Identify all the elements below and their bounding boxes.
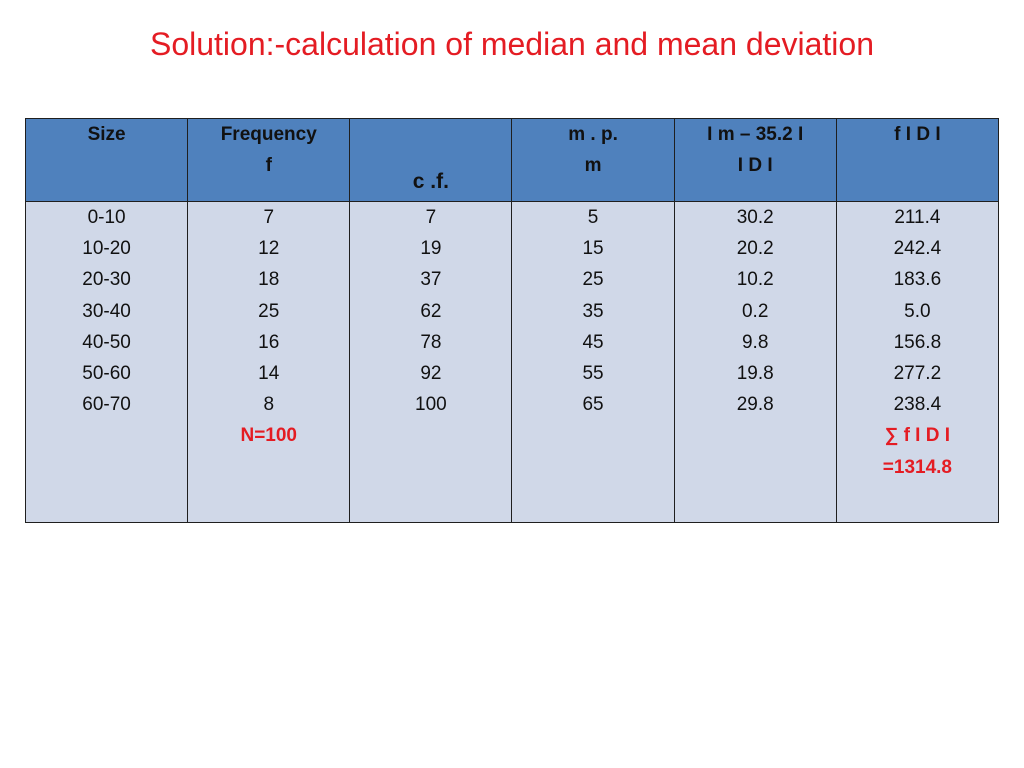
header-cf: [350, 119, 512, 202]
size-cell: 20-30: [82, 269, 131, 291]
cf-cell: 19: [420, 238, 442, 260]
mp-cell: 45: [582, 331, 604, 353]
header-cf-label: c .f.: [412, 170, 449, 193]
mp-cell: 35: [582, 300, 604, 322]
f-abs-dev-column: [836, 202, 998, 523]
size-cell: 0-10: [87, 207, 126, 228]
header-f-abs-dev-label: f I D I: [894, 124, 941, 145]
page-title: Solution:-calculation of median and mean deviation: [149, 26, 874, 62]
header-frequency-symbol: f: [265, 155, 272, 176]
f-abs-dev-cell: 5.0: [904, 300, 931, 322]
abs-dev-cell: 20.2: [736, 238, 774, 260]
frequency-column: [188, 202, 350, 523]
frequency-cell: 16: [258, 331, 280, 353]
frequency-cell: 14: [258, 363, 280, 385]
abs-dev-cell: 9.8: [741, 331, 769, 353]
table-header-row: [26, 119, 999, 202]
size-column: [26, 202, 188, 523]
mp-cell: 65: [582, 394, 604, 416]
f-abs-dev-cell: 242.4: [893, 238, 942, 260]
cf-cell: 37: [420, 269, 442, 291]
abs-dev-cell: 30.2: [736, 207, 774, 228]
cf-cell: 92: [420, 363, 442, 385]
frequency-cell: 18: [258, 269, 280, 291]
abs-dev-cell: 10.2: [736, 269, 774, 291]
frequency-cell: 12: [258, 238, 280, 260]
header-abs-dev-symbol: I D I: [737, 155, 773, 176]
cf-column: [350, 202, 512, 523]
f-abs-dev-total-label: ∑ f I D I: [884, 425, 951, 447]
cf-cell: 7: [425, 207, 437, 228]
f-abs-dev-total-value: =1314.8: [882, 456, 952, 478]
f-abs-dev-cell: 211.4: [894, 207, 941, 228]
header-abs-dev-label: I m – 35.2 I: [707, 124, 804, 145]
header-mp-symbol: m: [584, 155, 602, 176]
header-size-label: Size: [87, 124, 126, 145]
size-cell: 40-50: [82, 331, 131, 353]
mp-cell: 15: [582, 238, 604, 260]
header-abs-dev: [674, 119, 836, 202]
frequency-cell: 7: [263, 207, 275, 228]
header-mp: [512, 119, 674, 202]
header-f-abs-dev: [836, 119, 998, 202]
f-abs-dev-cell: 277.2: [893, 363, 942, 385]
size-cell: 50-60: [82, 363, 131, 385]
abs-dev-column: [674, 202, 836, 523]
table-body-row: [26, 202, 999, 523]
header-size: [26, 119, 188, 202]
frequency-total: N=100: [240, 425, 297, 447]
abs-dev-cell: 0.2: [741, 300, 769, 322]
header-frequency: [188, 119, 350, 202]
cf-cell: 100: [415, 394, 447, 416]
header-frequency-label: Frequency: [220, 124, 317, 145]
cf-cell: 62: [420, 300, 442, 322]
f-abs-dev-cell: 156.8: [893, 331, 942, 353]
abs-dev-cell: 19.8: [736, 363, 774, 385]
mp-cell: 25: [582, 269, 604, 291]
calculation-table: [25, 118, 999, 523]
f-abs-dev-cell: 183.6: [893, 269, 942, 291]
f-abs-dev-cell: 238.4: [893, 394, 942, 416]
size-cell: 30-40: [82, 300, 131, 322]
frequency-cell: 8: [263, 394, 275, 416]
frequency-cell: 25: [258, 300, 280, 322]
size-cell: 10-20: [82, 238, 131, 260]
size-cell: 60-70: [82, 394, 131, 416]
abs-dev-cell: 29.8: [736, 394, 774, 416]
mp-cell: 5: [587, 207, 599, 228]
header-mp-label: m . p.: [568, 124, 618, 145]
mp-cell: 55: [582, 363, 604, 385]
cf-cell: 78: [420, 331, 442, 353]
mp-column: [512, 202, 674, 523]
